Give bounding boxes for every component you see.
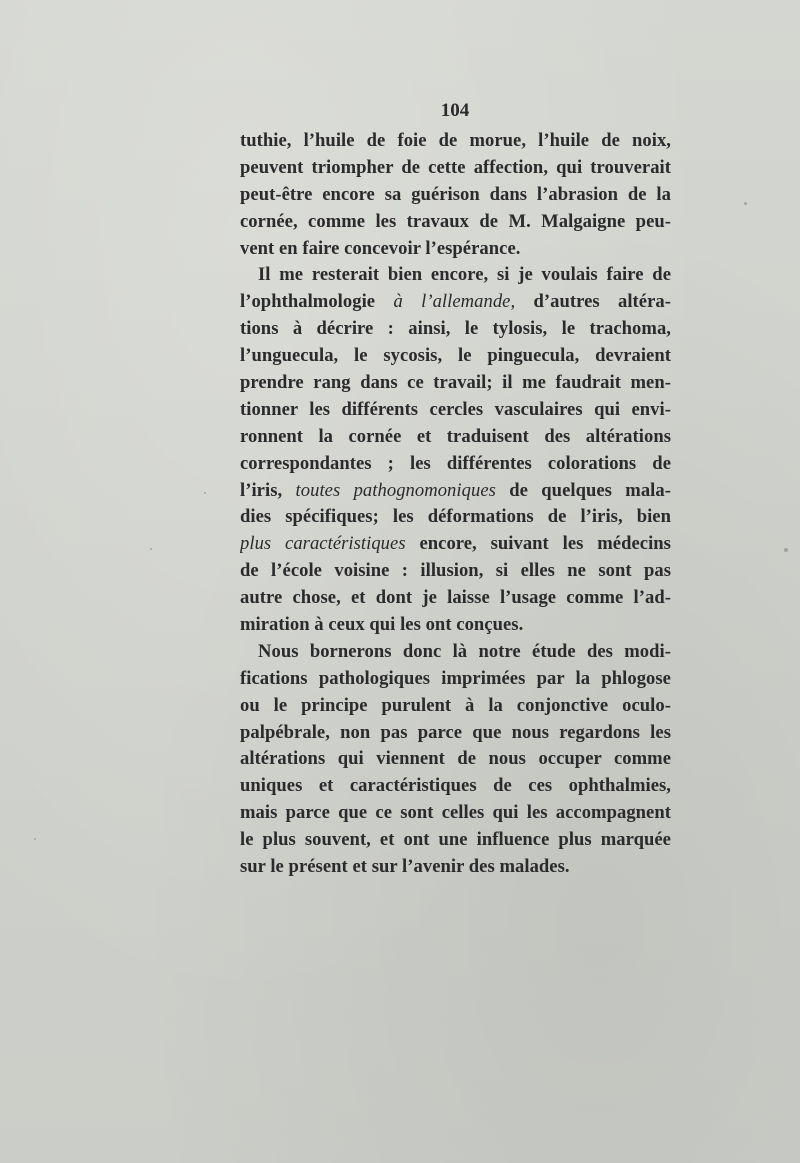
text-segment: altérations qui viennent de nous occuper comme bbox=[240, 748, 671, 770]
text-segment: encore, suivant les médecins bbox=[405, 533, 671, 555]
text-segment: peuvent triompher de cette affection, qui trouverait bbox=[240, 156, 671, 178]
italic-text-segment: toutes pathognomoniques bbox=[295, 479, 496, 501]
text-segment: vent en faire concevoir l’espérance. bbox=[240, 237, 521, 259]
paper-speck bbox=[784, 548, 788, 552]
text-segment: miration à ceux qui les ont conçues. bbox=[240, 614, 524, 636]
italic-text-segment: à l’allemande, bbox=[393, 291, 516, 313]
text-line bbox=[240, 827, 671, 854]
text-line bbox=[240, 693, 671, 720]
text-segment: prendre rang dans ce travail; il me faudrait men- bbox=[240, 372, 671, 394]
text-segment: l’ophthalmologie bbox=[240, 291, 394, 313]
text-line bbox=[240, 558, 671, 585]
italic-text-segment: plus caractéristiques bbox=[240, 533, 406, 555]
paper-speck bbox=[204, 492, 206, 494]
text-segment: ronnent la cornée et traduisent des altérations bbox=[240, 425, 671, 447]
text-line bbox=[240, 262, 671, 289]
text-line bbox=[240, 504, 671, 531]
paper-speck bbox=[150, 548, 152, 550]
text-segment: Nous bornerons donc là notre étude des modi- bbox=[258, 640, 671, 662]
text-line bbox=[240, 639, 671, 666]
text-line bbox=[240, 612, 671, 639]
text-line bbox=[240, 424, 671, 451]
text-line bbox=[240, 343, 671, 370]
text-segment: sur le présent et sur l’avenir des malades. bbox=[240, 856, 570, 878]
text-line bbox=[240, 746, 671, 773]
text-segment: d’autres altéra- bbox=[515, 291, 671, 313]
text-segment: l’iris, bbox=[240, 479, 296, 501]
text-segment: autre chose, et dont je laisse l’usage comme l’ad- bbox=[240, 587, 671, 609]
text-segment: Il me resterait bien encore, si je voulais faire de bbox=[258, 264, 671, 286]
text-line bbox=[240, 128, 671, 155]
text-line bbox=[240, 531, 671, 558]
text-segment: fications pathologiques imprimées par la phlogose bbox=[240, 667, 671, 689]
text-segment: cornée, comme les travaux de M. Malgaigne peu- bbox=[240, 210, 671, 232]
text-line bbox=[240, 585, 671, 612]
text-segment: palpébrale, non pas parce que nous regardons les bbox=[240, 721, 671, 743]
paper-speck bbox=[34, 838, 36, 840]
text-segment: tuthie, l’huile de foie de morue, l’huile de noix, bbox=[240, 130, 671, 151]
text-line bbox=[240, 666, 671, 693]
text-segment: uniques et caractéristiques de ces ophthalmies, bbox=[240, 775, 671, 797]
text-segment: l’unguecula, le sycosis, le pinguecula, devraient bbox=[240, 345, 671, 367]
paper-speck bbox=[744, 202, 747, 205]
text-line bbox=[240, 854, 671, 881]
text-line bbox=[240, 397, 671, 424]
text-segment: dies spécifiques; les déformations de l’iris, bien bbox=[240, 506, 671, 528]
text-segment: tionner les différents cercles vasculaires qui envi- bbox=[240, 398, 671, 420]
text-segment: peut-être encore sa guérison dans l’abrasion de la bbox=[240, 183, 671, 205]
text-line bbox=[240, 236, 671, 263]
text-segment: ou le principe purulent à la conjonctive oculo- bbox=[240, 694, 671, 716]
text-line bbox=[240, 720, 671, 747]
text-line bbox=[240, 478, 671, 505]
text-segment: mais parce que ce sont celles qui les accompagnent bbox=[240, 802, 671, 824]
text-line bbox=[240, 182, 671, 209]
text-line bbox=[240, 289, 671, 316]
page-number: 104 bbox=[440, 100, 470, 121]
text-line bbox=[240, 800, 671, 827]
text-line bbox=[240, 316, 671, 343]
text-line bbox=[240, 370, 671, 397]
text-line bbox=[240, 451, 671, 478]
text-line bbox=[240, 773, 671, 800]
text-segment: de l’école voisine : illusion, si elles ne sont pas bbox=[240, 560, 671, 582]
text-segment: correspondantes ; les différentes colorations de bbox=[240, 452, 671, 474]
text-line bbox=[240, 155, 671, 182]
text-line bbox=[240, 209, 671, 236]
body-text bbox=[240, 128, 671, 881]
text-segment: tions à décrire : ainsi, le tylosis, le trachoma, bbox=[240, 318, 671, 340]
text-segment: de quelques mala- bbox=[495, 479, 671, 501]
text-segment: le plus souvent, et ont une influence plus marquée bbox=[240, 829, 671, 851]
